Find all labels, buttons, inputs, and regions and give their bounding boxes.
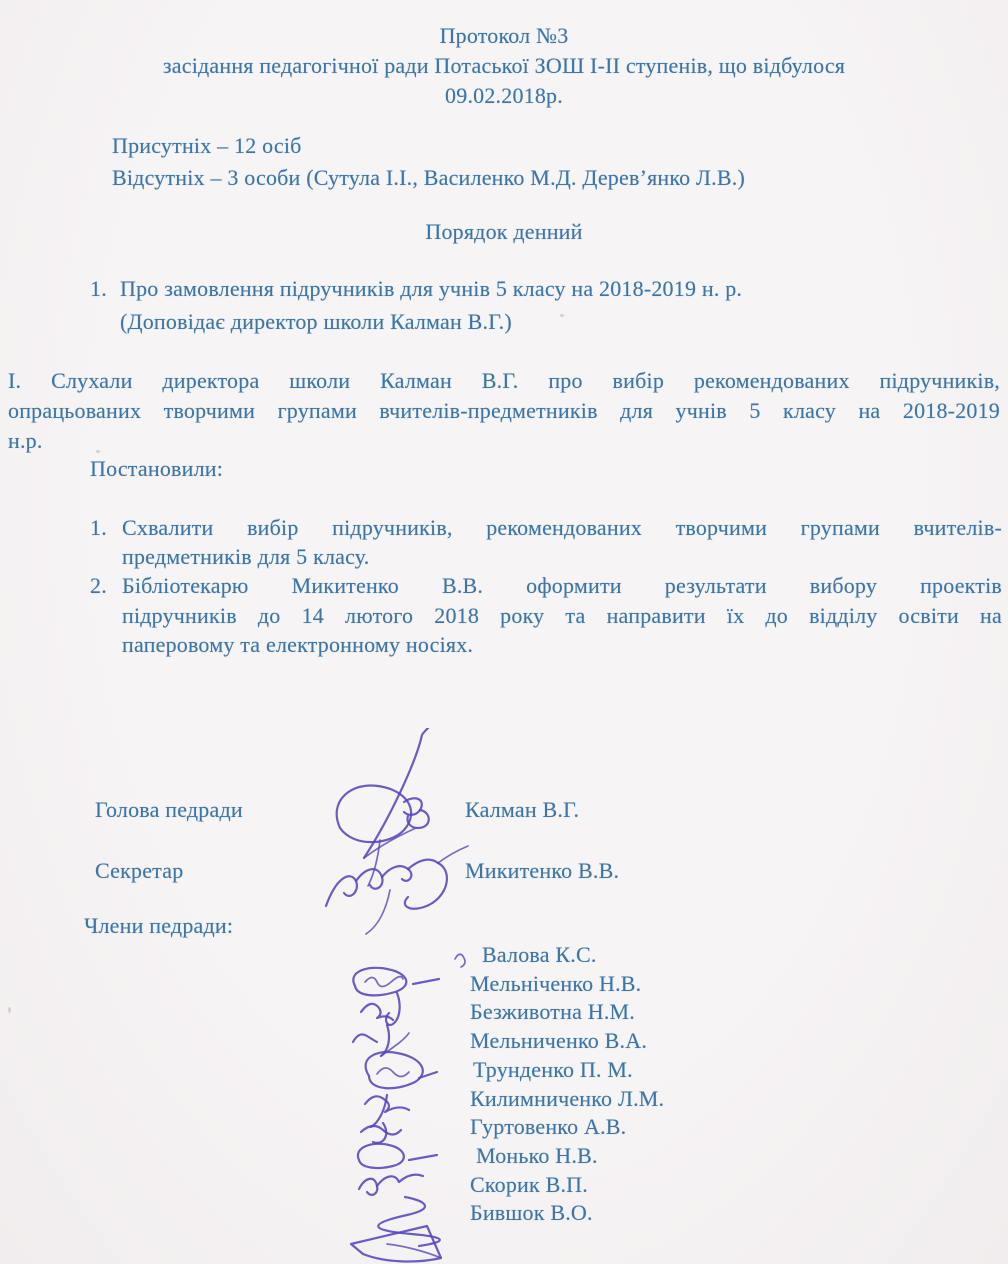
member-name: Мельниченко В.А. (470, 1028, 648, 1054)
resolution-item (90, 513, 1002, 571)
resolution-line: предметників для 5 класу. (122, 544, 370, 570)
resolution-line: підручників до 14 лютого 2018 року та направити їх до відділу освіти на (122, 602, 1002, 628)
member-name: Монько Н.В. (476, 1142, 598, 1168)
secretary-signature-row (0, 858, 1008, 888)
secretary-role-label: Секретар (95, 858, 184, 883)
members-heading: Члени педради: (84, 913, 234, 938)
chair-role-label: Голова педради (95, 797, 243, 822)
members-list (470, 941, 664, 1228)
resolution-text (122, 571, 1002, 659)
member-signatures-column (335, 945, 485, 1264)
chair-name: Калман В.Г. (465, 797, 580, 822)
resolution-line: Бібліотекарю Микитенко В.В. оформити результати вибору проектів (122, 573, 1002, 599)
resolved-heading: Постановили: (90, 456, 224, 481)
member-signature (365, 1095, 409, 1127)
member-signature (361, 1123, 401, 1143)
member-name: Трунденко П. М. (473, 1056, 633, 1082)
absent-count-line: Відсутніх – 3 особи (Сутула І.І., Василенко М.Д. Дерев’янко Л.В.) (112, 165, 745, 190)
chair-and-secretary-signatures (320, 728, 490, 943)
resolution-item (90, 571, 1002, 659)
scan-speck (96, 450, 100, 453)
member-name: Килимниченко Л.М. (470, 1085, 665, 1111)
member-signature (359, 1175, 423, 1195)
resolution-text (122, 513, 1002, 571)
member-signature (353, 1025, 409, 1056)
scan-speck (8, 1007, 11, 1013)
chair-signature-row (0, 797, 1008, 827)
member-signature (358, 1144, 437, 1168)
member-name: Скорик В.П. (470, 1171, 588, 1197)
heard-line: н.р. (8, 428, 43, 453)
heard-paragraph (8, 366, 1000, 456)
member-signature (366, 1052, 437, 1088)
member-signature (353, 968, 439, 996)
resolution-number: 2. (90, 573, 107, 599)
heard-line: І. Слухали директора школи Калман В.Г. про вибір рекомендованих підручників, (8, 368, 1000, 393)
member-name: Мельніченко Н.В. (470, 970, 642, 996)
heard-line: опрацьованих творчими групами вчителів-предметників для учнів 5 класу на 2018-2019 (8, 398, 1000, 423)
member-signature (361, 993, 400, 1025)
secretary-name: Микитенко В.В. (465, 858, 620, 883)
agenda-item (90, 272, 742, 338)
resolutions-list (90, 513, 1002, 659)
resolution-line: Схвалити вибір підручників, рекомендованих творчими групами вчителів- (122, 515, 1002, 540)
document-title (0, 21, 1008, 111)
member-signature (351, 1197, 441, 1261)
title-meeting-date: 09.02.2018р. (445, 83, 563, 108)
resolution-line: паперовому та електронному носіях. (122, 631, 474, 657)
scan-speck (560, 314, 564, 317)
agenda-heading: Порядок денний (425, 219, 583, 244)
member-name: Бившок В.О. (470, 1200, 593, 1226)
title-protocol-number: Протокол №3 (439, 23, 569, 48)
agenda-item-speaker: (Доповідає директор школи Калман В.Г.) (120, 309, 512, 334)
agenda-item-text: Про замовлення підручників для учнів 5 класу на 2018-2019 н. р. (120, 276, 743, 301)
member-name: Гуртовенко А.В. (470, 1114, 627, 1140)
present-count-line: Присутніх – 12 осіб (112, 133, 302, 158)
member-name: Валова К.С. (482, 942, 597, 967)
attendance-block (112, 130, 745, 194)
member-name: Безживотна Н.М. (470, 999, 635, 1025)
agenda-item-number: 1. (90, 276, 107, 301)
resolution-number: 1. (90, 515, 107, 540)
member-signature (455, 954, 465, 967)
title-meeting-description: засідання педагогічної ради Потаської ЗОШ І-ІІ ступенів, що відбулося (162, 53, 846, 78)
agenda-item-line (90, 272, 742, 305)
